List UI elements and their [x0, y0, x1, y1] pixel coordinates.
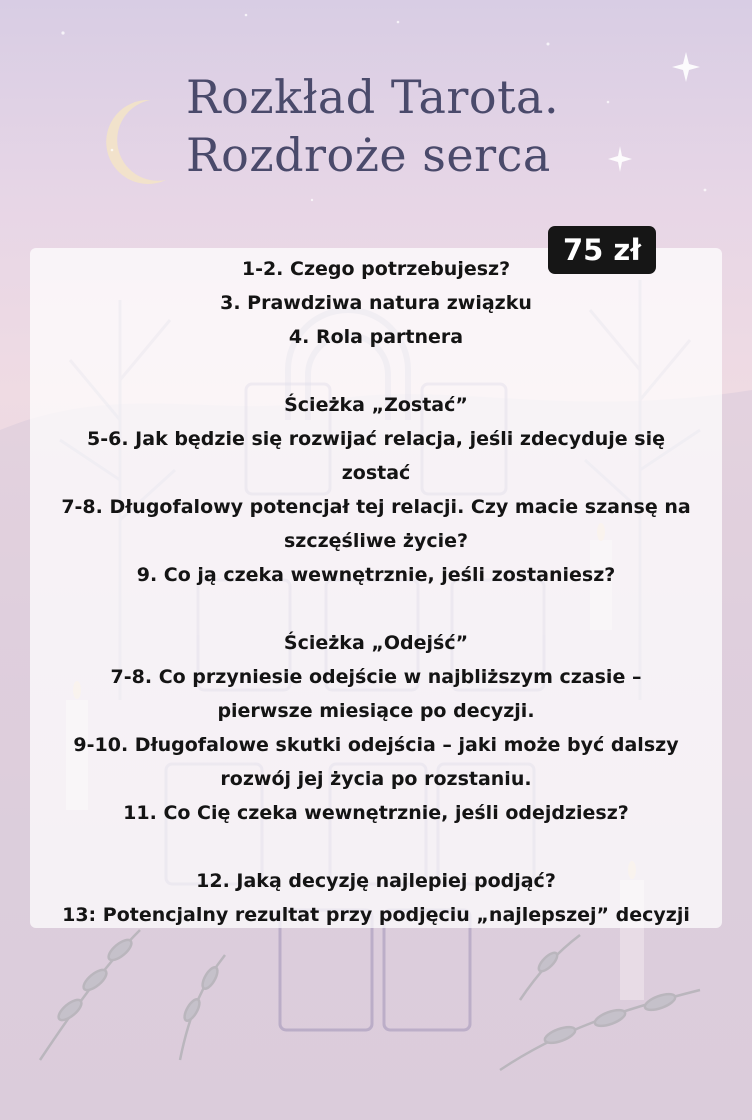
position-line: 5-6. Jak będzie się rozwijać relacja, jeśli zdecyduje się	[87, 428, 665, 450]
section-heading-stay: Ścieżka „Zostać”	[284, 394, 468, 416]
position-line: 7-8. Co przyniesie odejście w najbliższym czasie –	[110, 666, 642, 688]
title-line-1: Rozkład Tarota.	[186, 70, 560, 124]
position-line: 9. Co ją czeka wewnętrznie, jeśli zostaniesz?	[136, 564, 616, 586]
position-line: 13: Potencjalny rezultat przy podjęciu „najlepszej” decyzji	[62, 904, 690, 926]
page-title	[186, 68, 559, 184]
position-line: 4. Rola partnera	[288, 326, 464, 348]
position-line: 12. Jaką decyzję najlepiej podjąć?	[196, 870, 556, 892]
position-line: 7-8. Długofalowy potencjał tej relacji. Czy macie szansę na	[61, 496, 691, 518]
position-line: 3. Prawdziwa natura związku	[220, 292, 532, 314]
position-line: pierwsze miesiące po decyzji.	[217, 700, 535, 722]
position-line: rozwój jej życia po rozstaniu.	[220, 768, 532, 790]
spacer	[30, 354, 722, 388]
sparkle-icon	[608, 52, 700, 172]
crescent-moon-icon	[106, 100, 166, 184]
spacer	[30, 592, 722, 626]
spread-description	[30, 252, 722, 932]
position-line: zostać	[341, 462, 411, 484]
section-heading-leave: Ścieżka „Odejść”	[283, 632, 469, 654]
title-line-2: Rozdroże serca	[186, 128, 551, 182]
position-line: 9-10. Długofalowe skutki odejścia – jaki może być dalszy	[73, 734, 679, 756]
position-line: szczęśliwe życie?	[283, 530, 469, 552]
price-badge: 75 zł	[548, 226, 656, 274]
position-line: 1-2. Czego potrzebujesz?	[241, 258, 511, 280]
spacer	[30, 830, 722, 864]
position-line: 11. Co Cię czeka wewnętrznie, jeśli odejdziesz?	[123, 802, 629, 824]
